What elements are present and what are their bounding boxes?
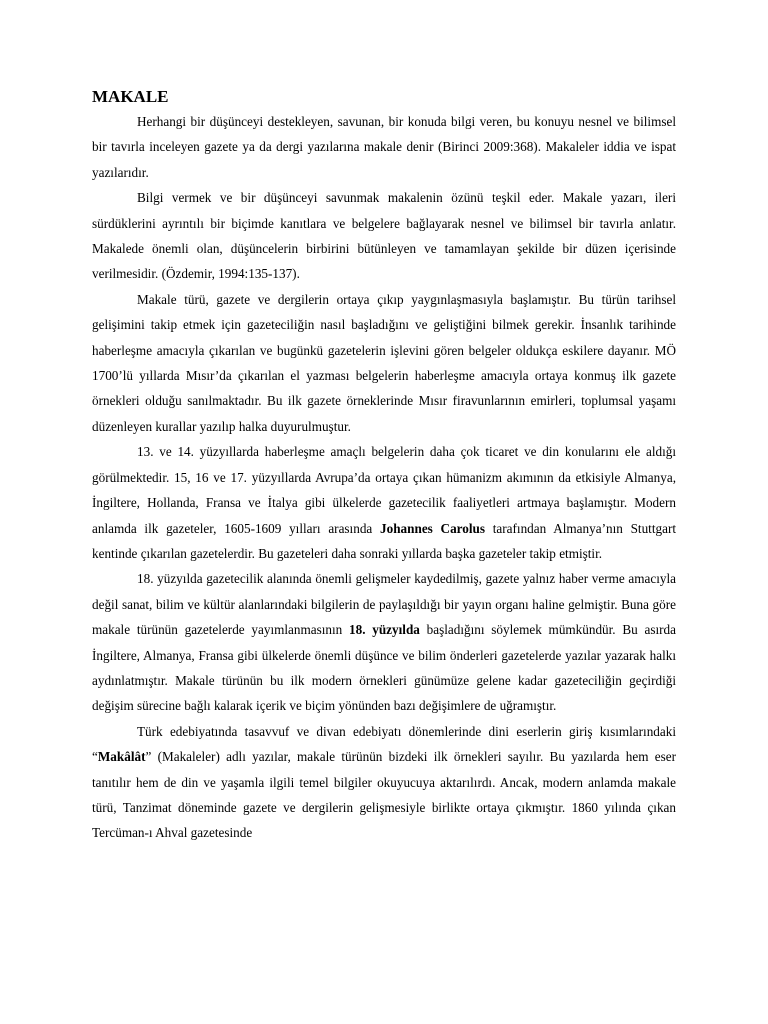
- text-run: Bilgi vermek ve bir düşünceyi savunmak makalenin özünü teşkil eder. Makale yazarı, ileri sürdüklerini ayrıntılı bir biçimde kanıtlara ve belgelere bağlayarak nesnel ve bilimsel bir tavırla anlatır. Makalede önemli olan, düşüncelerin birbirini bütünleyen ve tamamlayan şekilde bir düzen içerisinde verilmesidir. (Özdemir, 1994:135-137).: [92, 190, 676, 282]
- paragraph: [92, 439, 676, 566]
- document-page: [92, 85, 676, 846]
- text-run: 13. ve 14. yüzyıllarda haberleşme amaçlı belgelerin daha çok ticaret ve din konularını ele aldığı görülmektedir. 15, 16 ve 17. yüzyıllarda Avrupa’da ortaya çıkan hümanizm akımının da etkisiyle Almanya, İngiltere, Hollanda, Fransa ve İtalya gibi ülkelerde gazetecilik faaliyetleri artmaya başlamıştır. Modern anlamda ilk gazeteler, 1605-1609 yılları arasında: [92, 444, 676, 536]
- text-run: tarafından Almanya’nın Stuttgart kentinde çıkarılan gazetelerdir. Bu gazeteleri daha sonraki yıllarda başka gazeteler takip etmiştir.: [92, 520, 676, 561]
- paragraph: [92, 566, 676, 718]
- paragraph: [92, 719, 676, 846]
- document-title: MAKALE: [92, 87, 169, 106]
- text-run: 18. yüzyılda gazetecilik alanında önemli gelişmeler kaydedilmiş, gazete yalnız haber verme amacıyla değil sanat, bilim ve kültür alanlarındaki bilgilerin de paylaşıldığı bir yayın organı haline gelmiştir. Buna göre makale türünün gazetelerde yayımlanmasının: [92, 571, 676, 638]
- text-run: Makale türü, gazete ve dergilerin ortaya çıkıp yaygınlaşmasıyla başlamıştır. Bu türün tarihsel gelişimini takip etmek için gazeteciliğin nasıl başladığını ve geliştiğini bilmek gerekir. İnsanlık tarihinde haberleşme amacıyla çıkarılan ve bugünkü gazetelerin işlevini gören belgeler oldukça eskilere dayanır. MÖ 1700’lü yıllarda Mısır’da çıkarılan el yazması belgelerin haberleşme amacıyla ortaya konmuş ilk gazete örnekleri olduğu sanılmaktadır. Bu ilk gazete örneklerinde Mısır firavunlarının emirleri, toplumsal yaşamı düzenleyen kurallar yazılıp halka duyurulmuştur.: [92, 291, 676, 434]
- text-run: başladığını söylemek mümkündür. Bu asırda İngiltere, Almanya, Fransa gibi ülkelerde önemli düşünce ve bilim önderleri gazetelerde yazılar yazarak halkı aydınlatmıştır. Makale türünün bu ilk modern örnekleri günümüze gelene kadar gazeteciliğin geçirdiği değişim sürecine bağlı kalarak içerik ve biçim yönünden bazı değişimlere de uğramıştır.: [92, 622, 676, 714]
- bold-text: 18. yüzyılda: [349, 622, 420, 638]
- text-run: Herhangi bir düşünceyi destekleyen, savunan, bir konuda bilgi veren, bu konuyu nesnel ve bilimsel bir tavırla inceleyen gazete ya da dergi yazılarına makale denir (Birinci 2009:368). Makaleler iddia ve ispat yazılarıdır.: [92, 114, 676, 180]
- bold-text: Makâlât: [97, 749, 146, 765]
- paragraph: [92, 109, 676, 185]
- document-body: [92, 109, 676, 846]
- text-run: Türk edebiyatında tasavvuf ve divan edebiyatı dönemlerinde dini eserlerin giriş kısımlarındaki “: [92, 723, 676, 765]
- text-run: ” (Makaleler) adlı yazılar, makale türünün bizdeki ilk örnekleri sayılır. Bu yazılarda hem eser tanıtılır hem de din ve yaşamla ilgili temel bilgiler okuyucuya aktarılırdı. Ancak, modern anlamda makale türü, Tanzimat döneminde gazete ve dergilerin gelişmesiyle birlikte ortaya çıkmıştır. 1860 yılında çıkan Tercüman-ı Ahval gazetesinde: [92, 749, 676, 841]
- paragraph: [92, 185, 676, 287]
- paragraph: [92, 287, 676, 439]
- bold-text: Johannes Carolus: [380, 520, 486, 536]
